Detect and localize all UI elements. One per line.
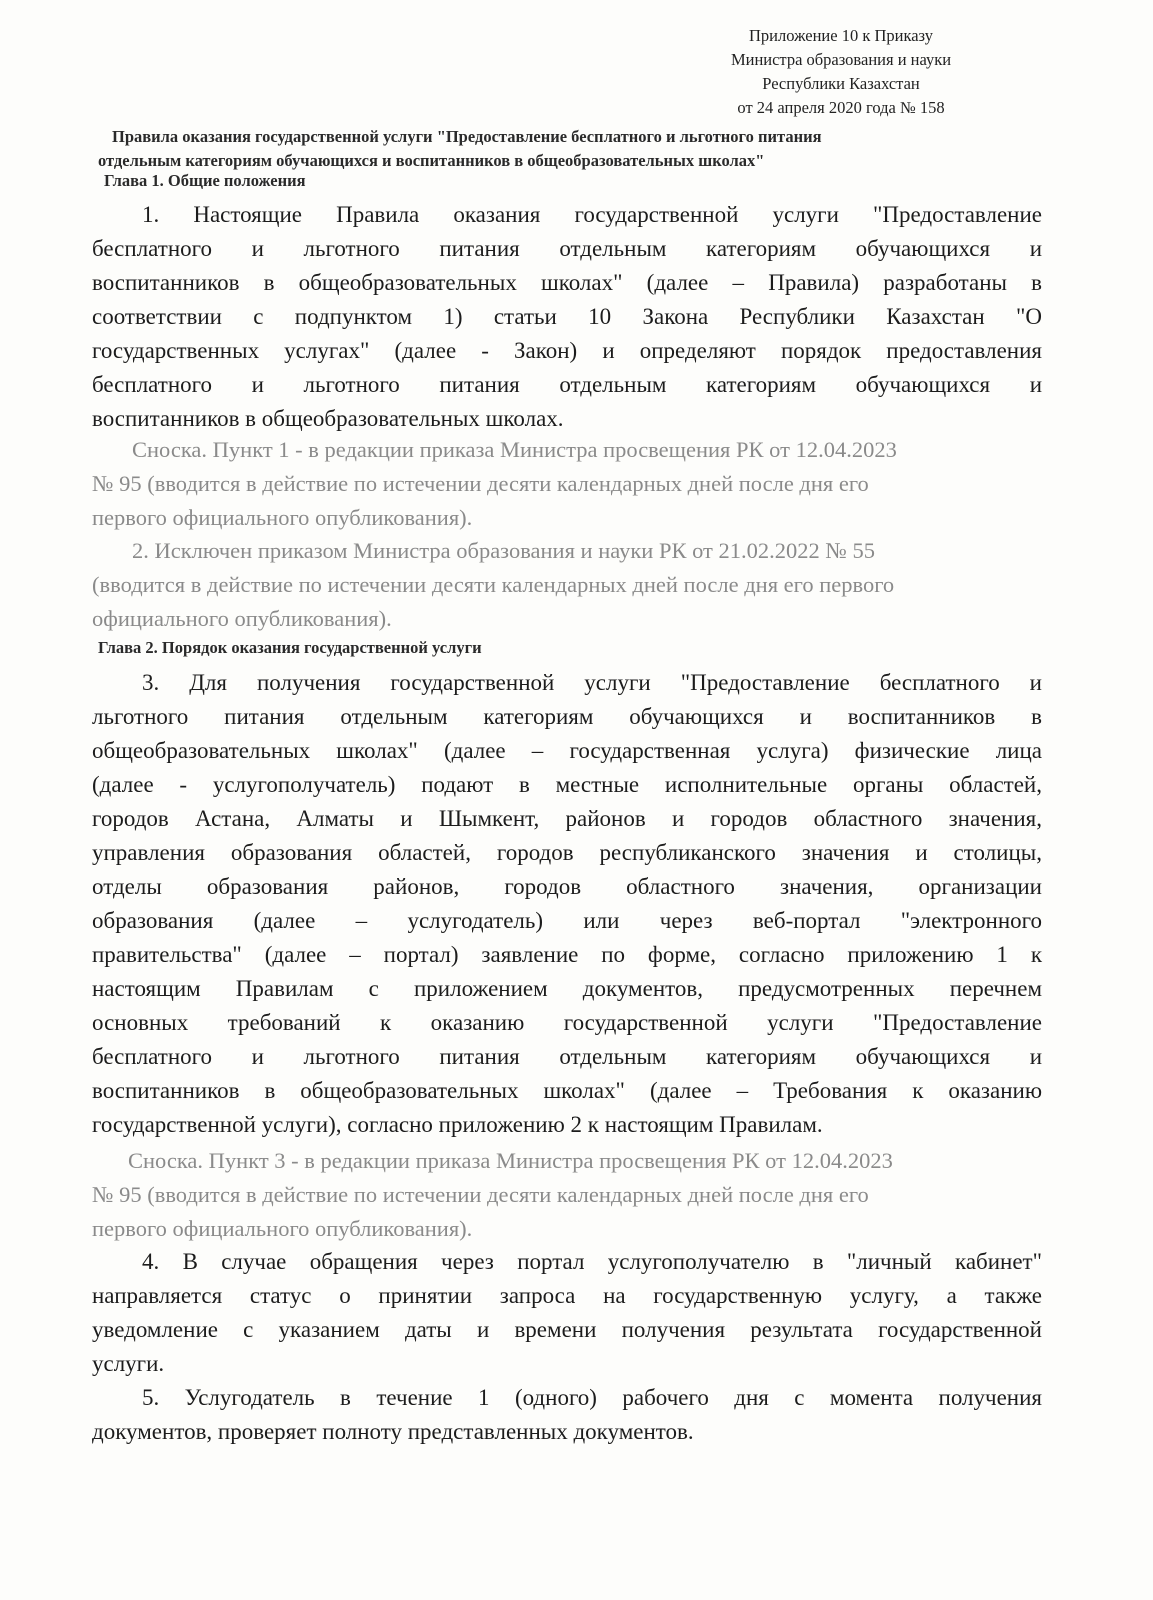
text-line: воспитанников в общеобразовательных школах" (далее – Правила) разработаны в — [92, 270, 1042, 295]
text-line: Сноска. Пункт 3 - в редакции приказа Министра просвещения РК от 12.04.2023 — [128, 1148, 893, 1173]
title-line: Правила оказания государственной услуги "Предоставление бесплатного и льготного питания — [112, 127, 822, 146]
text-line: соответствии с подпунктом 1) статьи 10 Закона Республики Казахстан "О — [92, 304, 1042, 329]
text-line: (вводится в действие по истечении десяти календарных дней после дня его первого — [92, 572, 895, 597]
text-line: 1. Настоящие Правила оказания государственной услуги "Предоставление — [142, 202, 1042, 227]
paragraph-4 — [92, 1245, 1042, 1381]
title-line: отдельным категориям обучающихся и воспитанников в общеобразовательных школах" — [98, 151, 765, 170]
text-line: воспитанников в общеобразовательных школах" (далее – Требования к оказанию — [92, 1078, 1042, 1103]
header-line: Министра образования и науки — [730, 50, 952, 69]
text-line: основных требований к оказанию государственной услуги "Предоставление — [92, 1010, 1042, 1035]
text-line: документов, проверяет полноту представленных документов. — [92, 1419, 694, 1444]
text-line: 2. Исключен приказом Министра образования и науки РК от 21.02.2022 № 55 — [132, 538, 875, 563]
text-line: государственной услуги), согласно приложению 2 к настоящим Правилам. — [92, 1112, 823, 1137]
text-line: отделы образования районов, городов областного значения, организации — [92, 874, 1042, 899]
paragraph-5 — [92, 1381, 1042, 1449]
text-line: бесплатного и льготного питания отдельным категориям обучающихся и — [92, 1044, 1042, 1069]
text-line: № 95 (вводится в действие по истечении десяти календарных дней после дня его — [92, 471, 869, 496]
text-line: первого официального опубликования). — [92, 505, 473, 530]
text-line: городов Астана, Алматы и Шымкент, районов и городов областного значения, — [92, 806, 1042, 831]
text-line: 3. Для получения государственной услуги "Предоставление бесплатного и — [142, 670, 1042, 695]
header-line: Республики Казахстан — [762, 74, 920, 93]
text-line: направляется статус о принятии запроса на государственную услугу, а также — [92, 1283, 1042, 1308]
text-line: воспитанников в общеобразовательных школах. — [92, 406, 564, 431]
header-line: от 24 апреля 2020 года № 158 — [737, 98, 945, 117]
text-line: Сноска. Пункт 1 - в редакции приказа Министра просвещения РК от 12.04.2023 — [132, 437, 897, 462]
text-line: уведомление с указанием даты и времени получения результата государственной — [92, 1317, 1042, 1342]
paragraph-2-excluded — [92, 534, 1042, 636]
text-line: государственных услугах" (далее - Закон) и определяют порядок предоставления — [92, 338, 1042, 363]
text-line: (далее - услугополучатель) подают в местные исполнительные органы областей, — [92, 772, 1042, 797]
paragraph-1 — [92, 198, 1042, 436]
chapter-1-heading: Глава 1. Общие положения — [104, 171, 306, 190]
text-line: бесплатного и льготного питания отдельным категориям обучающихся и — [92, 372, 1042, 397]
text-line: официального опубликования). — [92, 606, 392, 631]
text-line: № 95 (вводится в действие по истечении десяти календарных дней после дня его — [92, 1182, 869, 1207]
footnote-3 — [92, 1144, 1042, 1246]
footnote-1 — [92, 433, 1042, 535]
header-line: Приложение 10 к Приказу — [749, 26, 933, 45]
text-line: услуги. — [92, 1351, 165, 1376]
text-line: образования (далее – услугодатель) или через веб-портал "электронного — [92, 908, 1042, 933]
text-line: 4. В случае обращения через портал услугополучателю в "личный кабинет" — [142, 1249, 1042, 1274]
text-line: правительства" (далее – портал) заявление по форме, согласно приложению 1 к — [92, 942, 1042, 967]
chapter-2-heading: Глава 2. Порядок оказания государственной услуги — [98, 638, 482, 657]
text-line: управления образования областей, городов республиканского значения и столицы, — [92, 840, 1042, 865]
text-line: бесплатного и льготного питания отдельным категориям обучающихся и — [92, 236, 1042, 261]
text-line: 5. Услугодатель в течение 1 (одного) рабочего дня с момента получения — [142, 1385, 1042, 1410]
appendix-header — [691, 24, 991, 120]
paragraph-3 — [92, 666, 1042, 1142]
document-title — [98, 125, 1008, 173]
text-line: настоящим Правилам с приложением документов, предусмотренных перечнем — [92, 976, 1042, 1001]
text-line: первого официального опубликования). — [92, 1216, 473, 1241]
text-line: общеобразовательных школах" (далее – государственная услуга) физические лица — [92, 738, 1042, 763]
text-line: льготного питания отдельным категориям обучающихся и воспитанников в — [92, 704, 1042, 729]
